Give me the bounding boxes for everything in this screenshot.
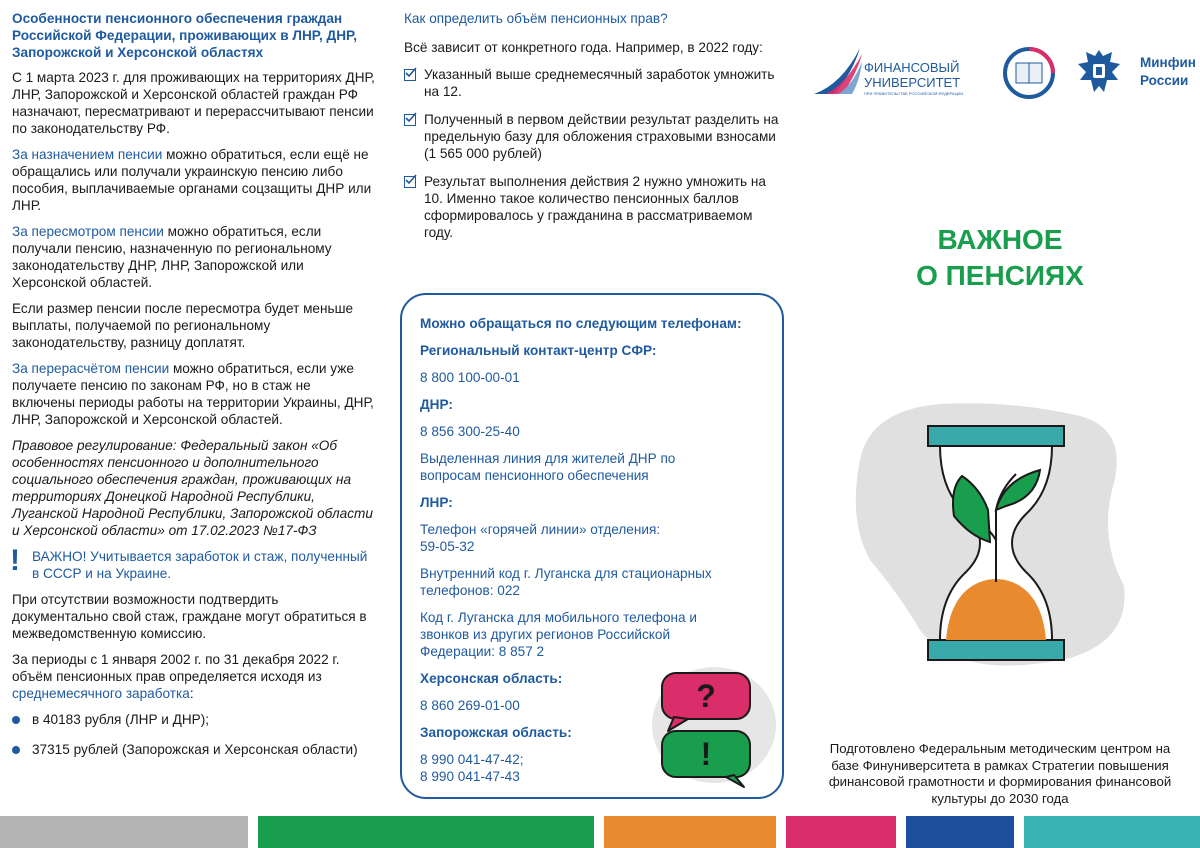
zaporozhye-phone-2: 8 990 041-47-43 xyxy=(420,769,520,784)
financial-university-logo xyxy=(812,44,972,104)
minfin-text: Минфин xyxy=(1140,55,1196,70)
fu-line1: ФИНАНСОВЫЙ xyxy=(864,60,960,75)
step-text: Полученный в первом действии результат разделить на предельную базу для обложения страховыми взносами (1 565 000 рублей) xyxy=(424,112,779,161)
salary-link: среднемесячного заработка xyxy=(12,686,190,701)
lnr-code: Внутренний код г. Луганска для стационарных телефонов: 022 xyxy=(420,566,712,598)
phones-box xyxy=(400,293,784,799)
bar-gray xyxy=(0,816,248,848)
steps-list xyxy=(404,66,784,241)
question-heading: Как определить объём пенсионных прав? xyxy=(404,11,668,26)
list-item xyxy=(12,711,377,728)
revision-paragraph xyxy=(12,223,377,291)
lnr-mobile: Код г. Луганска для мобильного телефона и звонков из других регионов Российской Федерации: 8 857 2 xyxy=(420,610,697,659)
main-title xyxy=(800,222,1200,294)
example-intro: Всё зависит от конкретного года. Например, в 2022 году: xyxy=(404,40,763,55)
recalc-link: За перерасчётом пенсии xyxy=(12,361,170,376)
middle-column xyxy=(404,10,784,252)
important-note xyxy=(10,544,377,582)
credit-text: Подготовлено Федеральным методическим центром на базе Финуниверситета в рамках Стратегии повышения финансовой грамотности и формирования финансовой культуры до 2030 года xyxy=(828,741,1172,806)
sfr-phone: 8 800 100-00-01 xyxy=(420,370,520,385)
zaporozhye-heading: Запорожская область: xyxy=(420,725,572,740)
color-bars xyxy=(0,816,1200,848)
zaporozhye-phone-1: 8 990 041-47-42; xyxy=(420,752,524,767)
dnr-line: Выделенная линия для жителей ДНР по вопросам пенсионного обеспечения xyxy=(420,451,676,483)
checkbox-icon xyxy=(404,69,416,81)
periods-text: За периоды с 1 января 2002 г. по 31 декабря 2022 г. объём пенсионных прав определяется исходя из xyxy=(12,652,340,684)
list-item-text: в 40183 рубля (ЛНР и ДНР); xyxy=(32,712,210,727)
checkbox-icon xyxy=(404,114,416,126)
title-line-2: О ПЕНСИЯХ xyxy=(916,260,1084,291)
step-item xyxy=(404,66,784,100)
bullet-icon xyxy=(12,716,20,724)
logos-row xyxy=(812,44,1197,104)
list-item xyxy=(12,741,377,758)
kherson-phone: 8 860 269-01-00 xyxy=(420,698,520,713)
dnr-phone: 8 856 300-25-40 xyxy=(420,424,520,439)
commission-paragraph: При отсутствии возможности подтвердить документально свой стаж, граждане могут обратиться в межведомственную комиссию. xyxy=(12,592,367,641)
legal-paragraph: Правовое регулирование: Федеральный закон «Об особенностях пенсионного и дополнительного социального обеспечения граждан, проживающих на территориях Донецкой Народной Республики, Луганской Народной Республики, Запорожской области и Херсонской области» от 17.02.2023 №17-ФЗ xyxy=(12,438,373,538)
bar-navy xyxy=(906,816,1014,848)
revision-text: можно обратиться, если получали пенсию, назначенную по региональному законодательству ДНР, ЛНР, Запорожской или Херсонской областей. xyxy=(12,224,332,290)
revision-link: За пересмотром пенсии xyxy=(12,224,164,239)
recalc-text: можно обратиться, если уже получаете пенсию по законам РФ, но в стаж не включены периоды работы на территории Украины, ДНР, ЛНР, Запорожской и Херсонской областей. xyxy=(12,361,374,427)
financial-literacy-logo xyxy=(1002,46,1056,100)
dnr-heading: ДНР: xyxy=(420,397,453,412)
fu-sub: ПРИ ПРАВИТЕЛЬСТВЕ РОССИЙСКОЙ ФЕДЕРАЦИИ xyxy=(864,91,964,96)
step-item xyxy=(404,173,784,241)
fu-line2: УНИВЕРСИТЕТ xyxy=(864,75,961,90)
title-line-1: ВАЖНОЕ xyxy=(937,224,1063,255)
difference-paragraph: Если размер пенсии после пересмотра будет меньше выплаты, получаемой по региональному законодательству, разницу доплатят. xyxy=(12,301,354,350)
question-mark: ? xyxy=(696,678,716,714)
phones-header: Можно обращаться по следующим телефонам: xyxy=(420,316,742,331)
assignment-paragraph xyxy=(12,146,377,214)
step-text: Указанный выше среднемесячный заработок умножить на 12. xyxy=(424,67,775,99)
intro-paragraph: С 1 марта 2023 г. для проживающих на территориях ДНР, ЛНР, Запорожской и Херсонской областей граждан РФ назначают, пересматривают и перерассчитывают пенсии по законодательству РФ. xyxy=(12,70,375,136)
periods-end: : xyxy=(189,686,194,701)
lnr-heading: ЛНР: xyxy=(420,495,453,510)
step-item xyxy=(404,111,784,162)
exclamation-icon: ! xyxy=(10,544,20,577)
exclamation-mark: ! xyxy=(700,736,712,772)
step-text: Результат выполнения действия 2 нужно умножить на 10. Именно такое количество пенсионных баллов сформировалось у гражданина в рассматриваемом году. xyxy=(424,174,766,240)
bar-pink xyxy=(786,816,896,848)
assignment-link: За назначением пенсии xyxy=(12,147,163,162)
section-title: Особенности пенсионного обеспечения граждан Российской Федерации, проживающих в ЛНР, ДНР, Запорожской и Херсонской областях xyxy=(12,11,357,60)
bar-green xyxy=(258,816,594,848)
hourglass-illustration xyxy=(800,390,1200,690)
minfin-emblem-icon xyxy=(1074,44,1124,100)
bar-cyan xyxy=(1024,816,1200,848)
russia-text: России xyxy=(1140,73,1189,88)
important-text: ВАЖНО! Учитывается заработок и стаж, полученный в СССР и на Украине. xyxy=(32,549,368,581)
assignment-text: можно обратиться, если ещё не обращались или получали украинскую пенсию либо пособия, выплачиваемые органами соцзащиты ДНР или ЛНР. xyxy=(12,147,372,213)
right-column xyxy=(800,0,1200,812)
bullet-icon xyxy=(12,746,20,754)
sfr-heading: Региональный контакт-центр СФР: xyxy=(420,343,657,358)
bar-orange xyxy=(604,816,776,848)
left-column xyxy=(12,10,377,771)
kherson-heading: Херсонская область: xyxy=(420,671,563,686)
periods-paragraph xyxy=(12,651,377,702)
minfin-label xyxy=(1140,54,1196,90)
checkbox-icon xyxy=(404,176,416,188)
recalc-paragraph xyxy=(12,360,377,428)
list-item-text: 37315 рублей (Запорожская и Херсонская области) xyxy=(32,742,358,757)
salary-list xyxy=(12,711,377,758)
speech-bubbles-illustration xyxy=(646,665,776,790)
lnr-hotline: Телефон «горячей линии» отделения: 59-05-32 xyxy=(420,522,661,554)
